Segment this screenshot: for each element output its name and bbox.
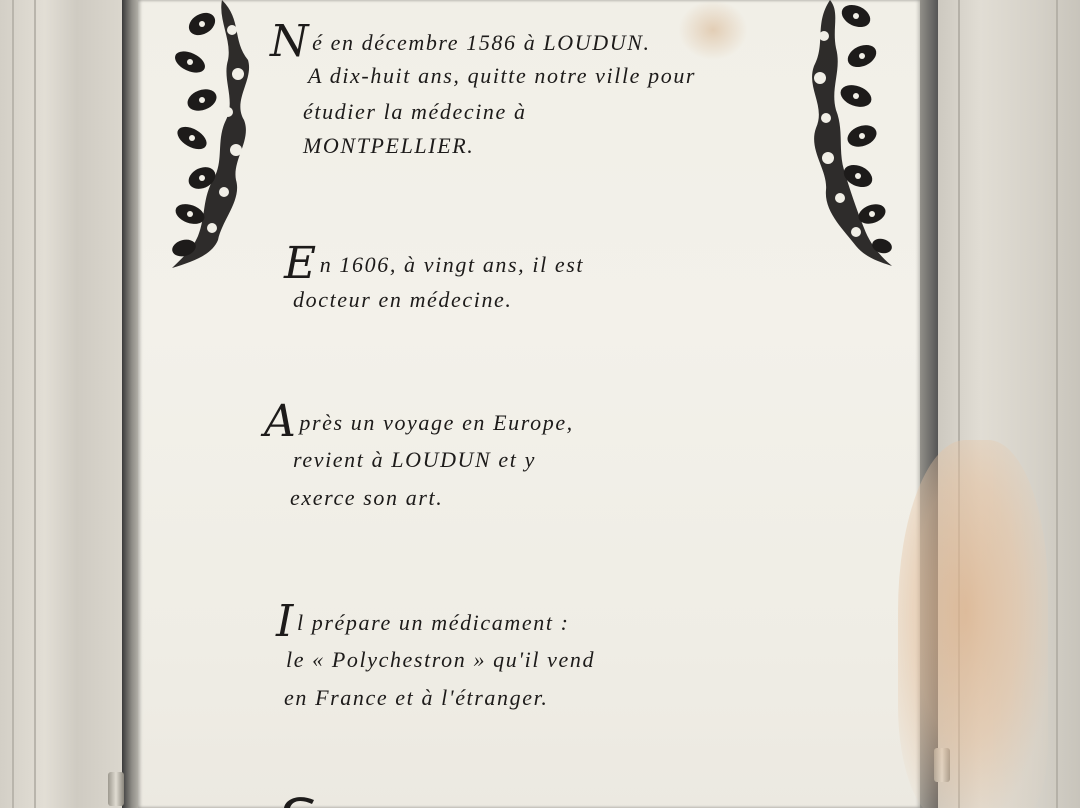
para4-line2: le « Polychestron » qu'il vend [286,647,596,672]
drop-cap-a: A [264,396,298,447]
paragraph-polychestron [276,596,570,647]
left-garland-ornament [162,0,262,275]
drop-cap-i: I [276,596,295,647]
right-garland-ornament [800,0,900,268]
para2-line2: docteur en médecine. [293,287,513,312]
frame-hinge-left [108,772,124,806]
paragraph-europe [264,396,574,447]
wall-left-panel [0,0,128,808]
para1-line1: é en décembre 1586 à LOUDUN. [312,30,651,55]
para3-line2: revient à LOUDUN et y [293,447,536,472]
para3-line3: exerce son art. [290,485,444,510]
drop-cap-e: E [284,238,318,289]
small-stain [678,0,748,60]
para4-line3: en France et à l'étranger. [284,685,549,710]
para1-line4: MONTPELLIER. [303,133,475,158]
next-drop-cap-partial [280,794,320,808]
water-stain [898,440,1048,808]
drop-cap-n: N [270,16,311,67]
para1-line3: étudier la médecine à [303,99,527,124]
memorial-plaque [138,0,920,808]
para3-line1: près un voyage en Europe, [299,410,574,435]
para1-line2: A dix-huit ans, quitte notre ville pour [308,63,697,88]
para4-line1: l prépare un médicament : [296,610,570,635]
para2-line1: n 1606, à vingt ans, il est [319,252,585,277]
paragraph-birth [270,16,651,67]
paragraph-doctorate [284,238,585,289]
